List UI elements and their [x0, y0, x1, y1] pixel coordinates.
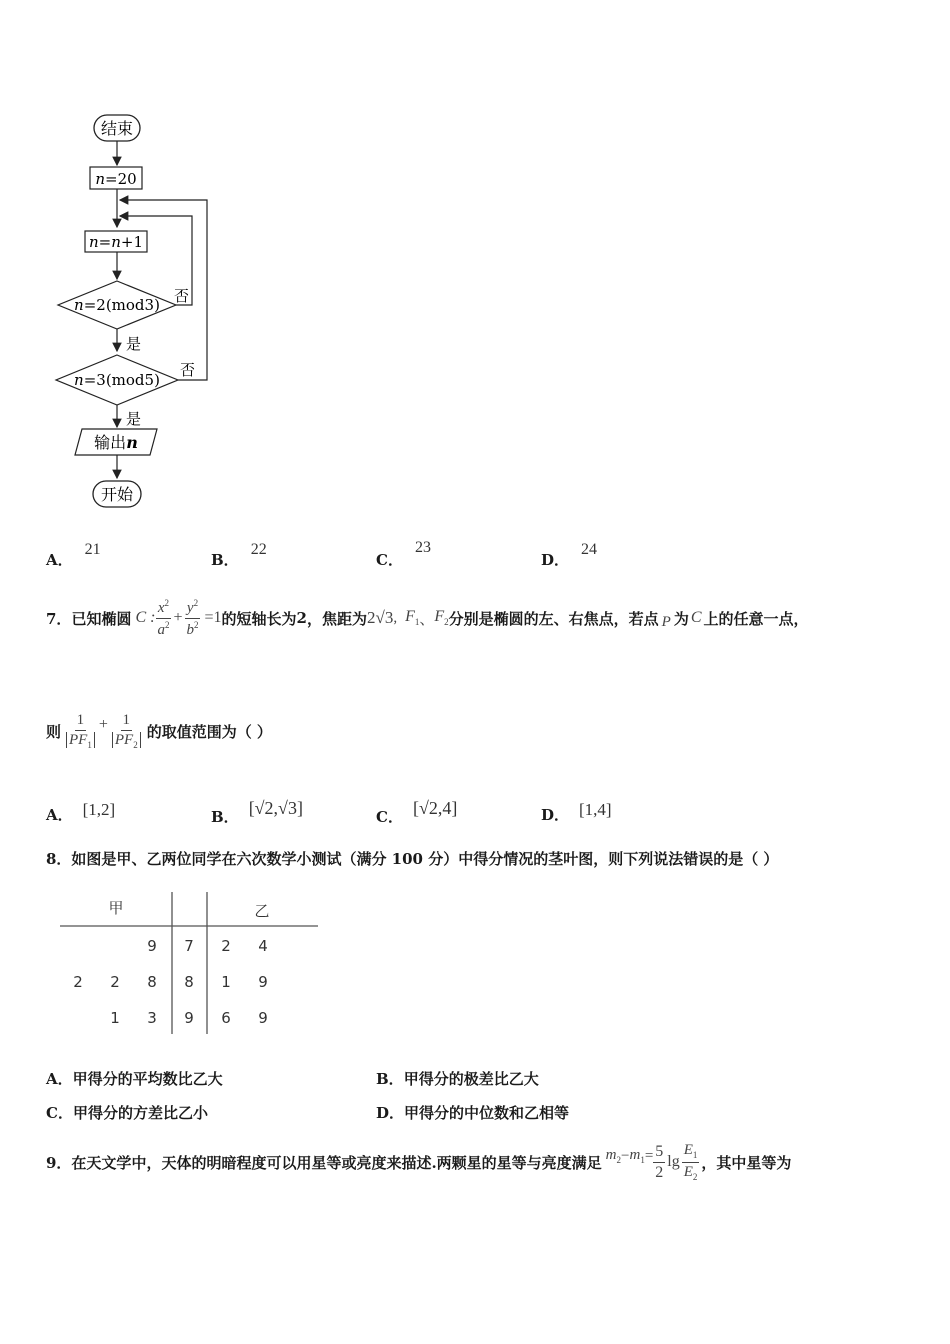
q7-option-a[interactable] [46, 796, 115, 824]
q8-stem: 8．如图是甲、乙两位同学在六次数学小测试（满分 100 分）中得分情况的茎叶图，则下列说法错误的是（ ） [46, 850, 779, 868]
option-value: 22 [250, 541, 267, 558]
option-label: A． [46, 805, 73, 824]
condition1-label: n=2(mod3) [74, 296, 160, 314]
q7-option-d[interactable] [541, 796, 612, 824]
q7-option-b[interactable] [211, 792, 303, 824]
stem-value: 8 [184, 973, 194, 991]
option-text: 甲得分的极差比乙大 [403, 1070, 539, 1088]
leaf-left: 8 [147, 973, 157, 991]
leaf-right: 9 [258, 1009, 268, 1027]
no-label-2: 否 [180, 361, 196, 379]
option-label: C． [46, 1104, 73, 1122]
q6-option-d[interactable] [541, 538, 598, 569]
option-text: 甲得分的中位数和乙相等 [404, 1104, 570, 1122]
q6-option-b[interactable] [211, 538, 267, 569]
stem-header-left: 甲 [108, 899, 124, 917]
leaf-left: 2 [110, 973, 120, 991]
option-text: 甲得分的方差比乙小 [72, 1104, 208, 1122]
q6-option-c[interactable] [376, 536, 431, 569]
yes-label-2: 是 [126, 410, 142, 428]
option-label: D． [376, 1104, 405, 1122]
stem-value: 9 [184, 1009, 194, 1027]
option-value: 24 [581, 541, 598, 558]
leaf-right: 2 [221, 937, 231, 955]
option-label: D． [541, 551, 570, 569]
condition2-label: n=3(mod5) [74, 371, 160, 389]
stem-header-right: 乙 [254, 902, 270, 920]
leaf-left: 1 [110, 1009, 120, 1027]
option-value: 21 [84, 541, 101, 558]
stem-value: 7 [184, 937, 194, 955]
no-label-1: 否 [174, 287, 190, 305]
option-label: B． [211, 807, 239, 826]
option-text: 甲得分的平均数比乙大 [72, 1070, 223, 1088]
stem-row-9 [110, 1009, 268, 1027]
option-label: D． [541, 805, 570, 824]
start-label: 开始 [100, 485, 134, 504]
option-label: A． [46, 1070, 73, 1088]
q8-option-c[interactable] [46, 1102, 208, 1123]
option-label: C． [376, 551, 403, 569]
q8-option-a[interactable] [46, 1068, 223, 1089]
q6-option-a[interactable] [46, 538, 101, 569]
q7-expression: 则 $\frac{1}{PF_1}$ + $\frac{1}{PF_2}$ 的取值范围为（ ） [46, 711, 272, 750]
end-label: 结束 [100, 119, 134, 138]
leaf-right: 9 [258, 973, 268, 991]
q9-stem: 9．在天文学中，天体的明暗程度可以用星等或亮度来描述.两颗星的星等与亮度满足 $m_2$ − $m_1$ = $\frac{5}{2}$ lg $\frac{E_1}{E_2}$ ，其中星等为 [46, 1141, 792, 1182]
q7-stem: 7． 已知椭圆 C : $\frac{x^2}{a^2}$ + $\frac{y^2}{b^2}$ =1 的短轴长为 2 ，焦距为 2√3 , $F_1$ 、 $F_2$ 分别是椭圆的左、右焦点，若点 P 为 C 上的任意一点， [46, 597, 809, 638]
increment-label: n=n+1 [88, 233, 144, 251]
stem-leaf-plot [58, 888, 322, 1038]
leaf-left: 2 [73, 973, 83, 991]
leaf-left: 9 [147, 937, 157, 955]
option-value: [1,2] [82, 800, 116, 819]
option-label: A． [46, 551, 73, 569]
option-value: [√2,4] [412, 797, 458, 818]
leaf-left: 3 [147, 1009, 157, 1027]
option-label: B． [211, 551, 239, 569]
leaf-right: 1 [221, 973, 231, 991]
init-label: n=20 [95, 170, 137, 188]
option-label: B． [376, 1070, 404, 1088]
option-value: [√2,√3] [248, 797, 303, 818]
output-label: 输出n [94, 433, 138, 452]
q7-option-c[interactable] [376, 792, 457, 824]
leaf-right: 4 [258, 937, 268, 955]
flowchart [40, 105, 240, 515]
q8-option-d[interactable] [376, 1102, 569, 1123]
yes-label-1: 是 [126, 335, 142, 353]
q8-option-b[interactable] [376, 1068, 539, 1089]
option-value: 23 [414, 539, 431, 556]
leaf-right: 6 [221, 1009, 231, 1027]
option-label: C． [376, 807, 403, 826]
stem-row-8 [73, 973, 268, 991]
option-value: [1,4] [579, 800, 612, 819]
